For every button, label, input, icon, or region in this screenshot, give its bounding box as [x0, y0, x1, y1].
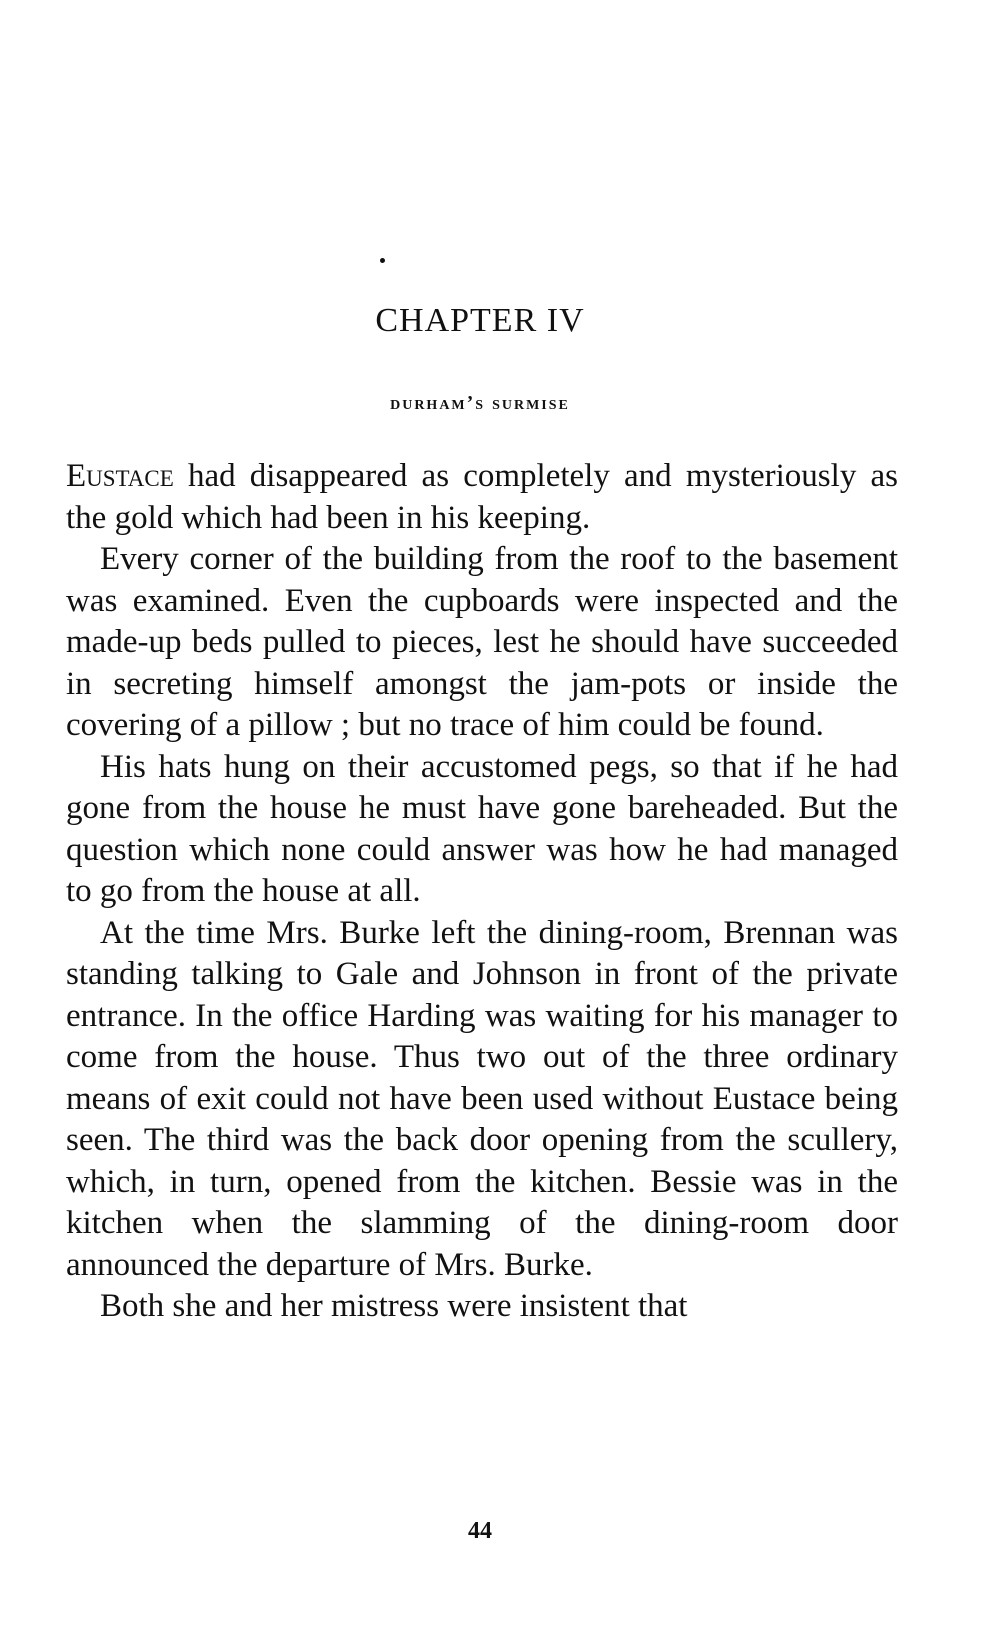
ink-speck	[380, 258, 385, 263]
chapter-subtitle: durham’s surmise	[390, 392, 570, 414]
page-number: 44	[468, 1518, 492, 1544]
paragraph	[66, 456, 898, 539]
body-text	[66, 456, 898, 1328]
paragraph: Every corner of the building from the roof to the basement was examined. Even the cupboards were inspected and the made-up beds pulled to pieces, lest he should have succeeded in secreting himself amongst the jam-pots or inside the covering of a pillow ; but no trace of him could be found.	[66, 541, 898, 743]
paragraph: His hats hung on their accustomed pegs, so that if he had gone from the house he must have gone bareheaded. But the question which none could answer was how he had managed to go from the house at all.	[66, 748, 898, 909]
chapter-heading: CHAPTER IV	[375, 302, 585, 339]
paragraph: Both she and her mistress were insistent that	[100, 1288, 688, 1324]
paragraph-text: had disappeared as completely and mysteriously as the gold which had been in his keeping.	[66, 458, 898, 536]
paragraph: At the time Mrs. Burke left the dining-room, Brennan was standing talking to Gale and Johnson in front of the private entrance. In the office Harding was waiting for his manager to come from the house. Thus two out of the three ordinary means of exit could not have been used without Eustace being seen. The third was the back door opening from the scullery, which, in turn, opened from the kitchen. Bessie was in the kitchen when the slamming of the dining-room door announced the departure of Mrs. Burke.	[66, 914, 898, 1283]
paragraph-lead-word: Eustace	[66, 458, 174, 494]
